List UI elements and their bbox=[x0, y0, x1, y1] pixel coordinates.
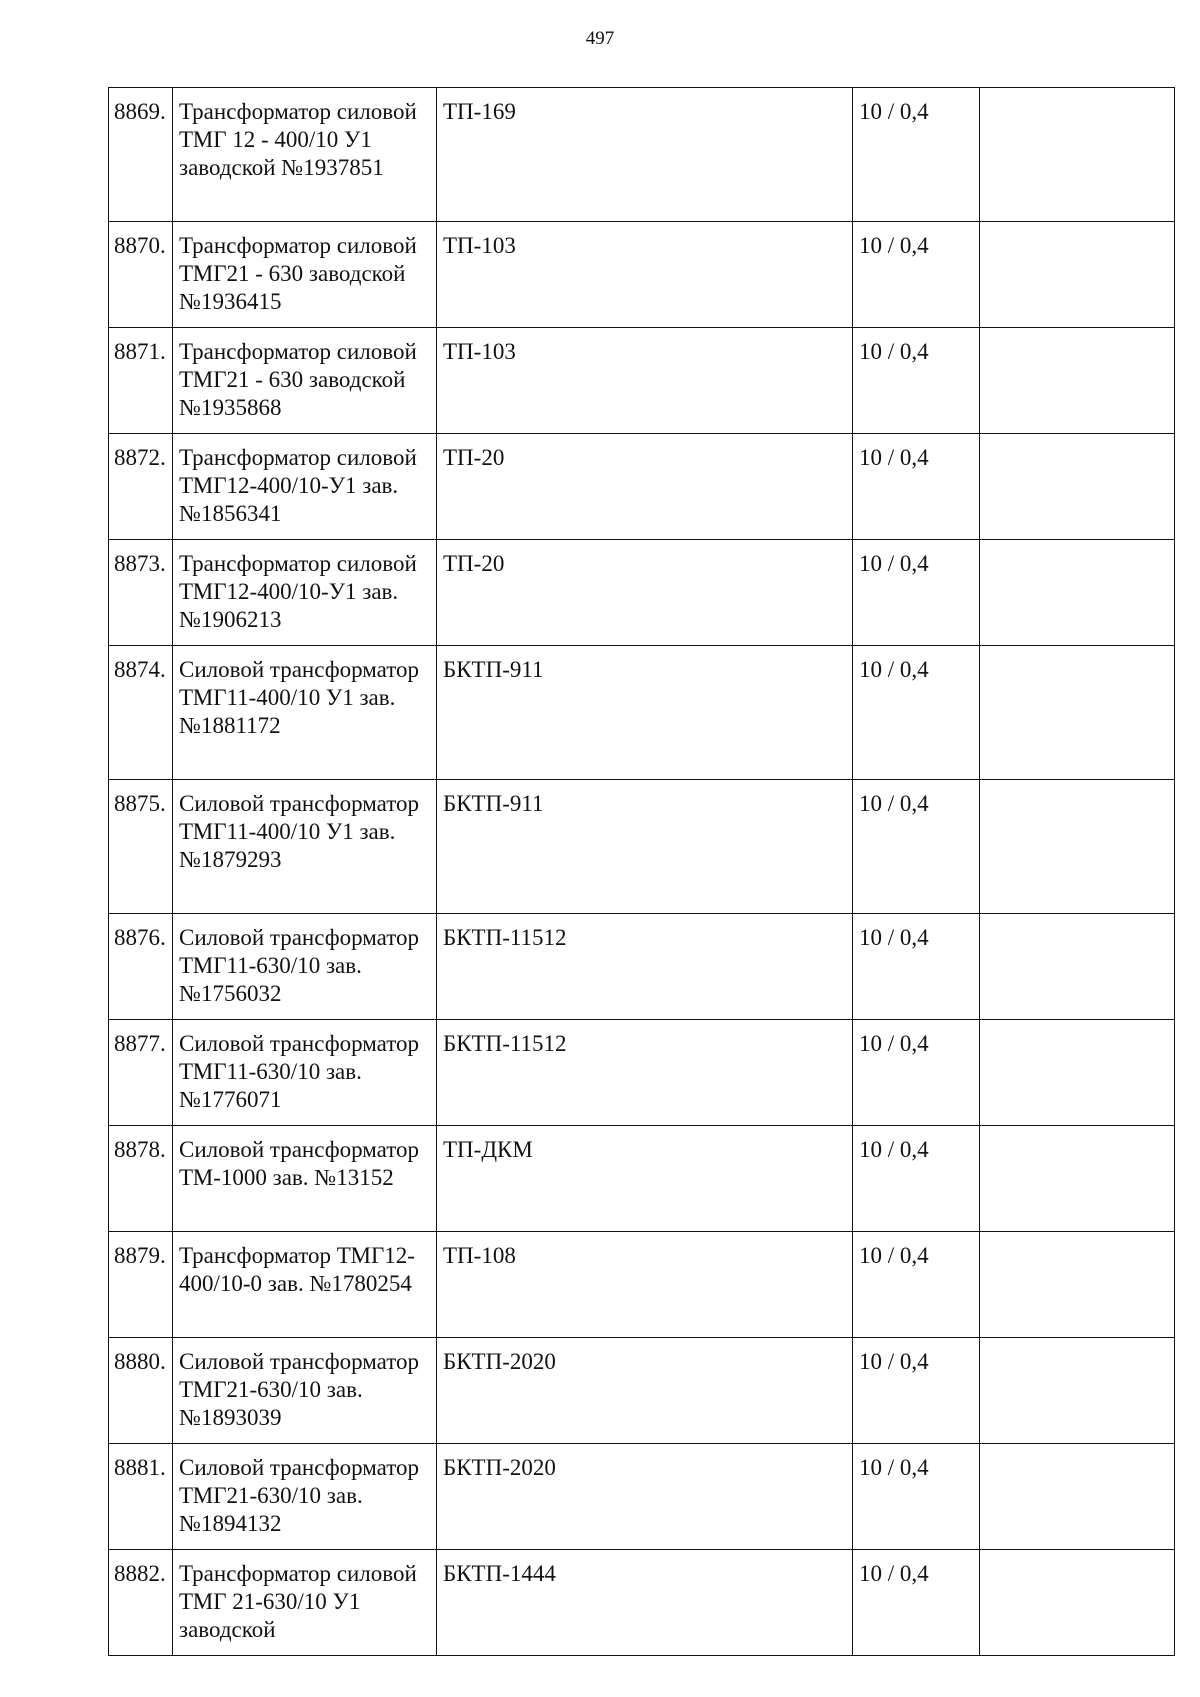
extra-cell bbox=[980, 1444, 1175, 1550]
equipment-name: Трансформатор силовой ТМГ 21-630/10 У1 заводской bbox=[173, 1550, 437, 1656]
table-row bbox=[109, 540, 1175, 646]
extra-cell bbox=[980, 1126, 1175, 1232]
voltage: 10 / 0,4 bbox=[853, 1444, 980, 1550]
voltage: 10 / 0,4 bbox=[853, 88, 980, 222]
extra-cell bbox=[980, 914, 1175, 1020]
equipment-name: Силовой трансформатор ТМГ11-400/10 У1 зав. №1881172 bbox=[173, 646, 437, 780]
equipment-name: Трансформатор силовой ТМГ12-400/10-У1 зав.№1906213 bbox=[173, 540, 437, 646]
row-number: 8879. bbox=[109, 1232, 173, 1338]
substation: БКТП-911 bbox=[437, 646, 853, 780]
table-row bbox=[109, 328, 1175, 434]
table-row bbox=[109, 1232, 1175, 1338]
equipment-name: Силовой трансформатор ТМГ21-630/10 зав.№1893039 bbox=[173, 1338, 437, 1444]
substation: ТП-20 bbox=[437, 434, 853, 540]
table-row bbox=[109, 646, 1175, 780]
equipment-name: Силовой трансформатор ТМ-1000 зав. №13152 bbox=[173, 1126, 437, 1232]
extra-cell bbox=[980, 1338, 1175, 1444]
equipment-name: Силовой трансформатор ТМГ11-630/10 зав. №1756032 bbox=[173, 914, 437, 1020]
voltage: 10 / 0,4 bbox=[853, 780, 980, 914]
extra-cell bbox=[980, 1232, 1175, 1338]
table-row bbox=[109, 88, 1175, 222]
substation: ТП-169 bbox=[437, 88, 853, 222]
equipment-name: Трансформатор ТМГ12-400/10-0 зав. №1780254 bbox=[173, 1232, 437, 1338]
row-number: 8880. bbox=[109, 1338, 173, 1444]
row-number: 8872. bbox=[109, 434, 173, 540]
equipment-name: Трансформатор силовой ТМГ21 - 630 заводской №1935868 bbox=[173, 328, 437, 434]
table-row bbox=[109, 780, 1175, 914]
extra-cell bbox=[980, 540, 1175, 646]
transformer-table bbox=[108, 87, 1175, 1656]
equipment-name: Силовой трансформатор ТМГ11-400/10 У1 зав. №1879293 bbox=[173, 780, 437, 914]
substation: БКТП-1444 bbox=[437, 1550, 853, 1656]
row-number: 8875. bbox=[109, 780, 173, 914]
voltage: 10 / 0,4 bbox=[853, 328, 980, 434]
substation: БКТП-911 bbox=[437, 780, 853, 914]
extra-cell bbox=[980, 1550, 1175, 1656]
equipment-name: Трансформатор силовой ТМГ21 - 630 заводской №1936415 bbox=[173, 222, 437, 328]
table-row bbox=[109, 1020, 1175, 1126]
voltage: 10 / 0,4 bbox=[853, 1126, 980, 1232]
table-row bbox=[109, 222, 1175, 328]
voltage: 10 / 0,4 bbox=[853, 540, 980, 646]
voltage: 10 / 0,4 bbox=[853, 222, 980, 328]
extra-cell bbox=[980, 434, 1175, 540]
extra-cell bbox=[980, 88, 1175, 222]
substation: ТП-20 bbox=[437, 540, 853, 646]
voltage: 10 / 0,4 bbox=[853, 434, 980, 540]
substation: БКТП-11512 bbox=[437, 1020, 853, 1126]
table-row bbox=[109, 1550, 1175, 1656]
equipment-name: Силовой трансформатор ТМГ21-630/10 зав. №1894132 bbox=[173, 1444, 437, 1550]
row-number: 8877. bbox=[109, 1020, 173, 1126]
substation: БКТП-2020 bbox=[437, 1444, 853, 1550]
row-number: 8870. bbox=[109, 222, 173, 328]
row-number: 8869. bbox=[109, 88, 173, 222]
extra-cell bbox=[980, 780, 1175, 914]
substation: БКТП-11512 bbox=[437, 914, 853, 1020]
voltage: 10 / 0,4 bbox=[853, 1338, 980, 1444]
equipment-name: Трансформатор силовой ТМГ 12 - 400/10 У1 заводской №1937851 bbox=[173, 88, 437, 222]
substation: ТП-ДКМ bbox=[437, 1126, 853, 1232]
table-row bbox=[109, 914, 1175, 1020]
voltage: 10 / 0,4 bbox=[853, 1020, 980, 1126]
table-row bbox=[109, 1444, 1175, 1550]
equipment-name: Трансформатор силовой ТМГ12-400/10-У1 зав. №1856341 bbox=[173, 434, 437, 540]
table-row bbox=[109, 1126, 1175, 1232]
row-number: 8874. bbox=[109, 646, 173, 780]
extra-cell bbox=[980, 646, 1175, 780]
equipment-name: Силовой трансформатор ТМГ11-630/10 зав. №1776071 bbox=[173, 1020, 437, 1126]
row-number: 8873. bbox=[109, 540, 173, 646]
voltage: 10 / 0,4 bbox=[853, 646, 980, 780]
table-row bbox=[109, 434, 1175, 540]
row-number: 8882. bbox=[109, 1550, 173, 1656]
voltage: 10 / 0,4 bbox=[853, 1232, 980, 1338]
voltage: 10 / 0,4 bbox=[853, 914, 980, 1020]
row-number: 8876. bbox=[109, 914, 173, 1020]
page-number: 497 bbox=[585, 28, 615, 49]
extra-cell bbox=[980, 222, 1175, 328]
row-number: 8881. bbox=[109, 1444, 173, 1550]
substation: ТП-103 bbox=[437, 222, 853, 328]
table-row bbox=[109, 1338, 1175, 1444]
substation: ТП-103 bbox=[437, 328, 853, 434]
extra-cell bbox=[980, 328, 1175, 434]
row-number: 8871. bbox=[109, 328, 173, 434]
voltage: 10 / 0,4 bbox=[853, 1550, 980, 1656]
extra-cell bbox=[980, 1020, 1175, 1126]
substation: БКТП-2020 bbox=[437, 1338, 853, 1444]
substation: ТП-108 bbox=[437, 1232, 853, 1338]
row-number: 8878. bbox=[109, 1126, 173, 1232]
